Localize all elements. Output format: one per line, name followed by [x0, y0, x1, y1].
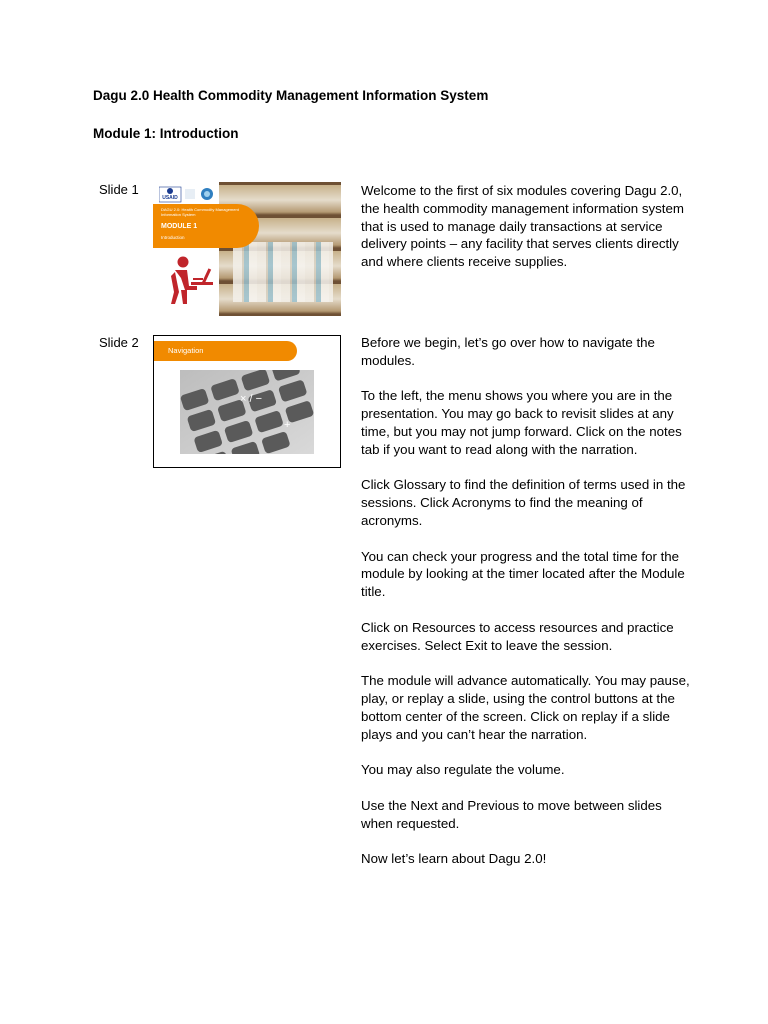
slide-1-subtitle: Introduction	[161, 235, 185, 240]
slide-2-narration	[361, 334, 696, 886]
logos-icon	[159, 186, 215, 204]
narration-paragraph: You may also regulate the volume.	[361, 762, 565, 778]
slide-1-label: Slide 1	[99, 182, 139, 197]
slide-2-thumbnail	[153, 335, 341, 468]
narration-paragraph: Use the Next and Previous to move between slides when requested.	[361, 797, 662, 831]
slide-1-narration	[361, 182, 696, 289]
slide-2-label: Slide 2	[99, 335, 139, 350]
narration-paragraph: Welcome to the first of six modules covering Dagu 2.0, the health commodity management information system that is used to manage daily transactions at service delivery points – any facility that serves clients directly and where clients receive supplies.	[361, 183, 684, 270]
document-title: Dagu 2.0 Health Commodity Management Information System	[93, 88, 489, 103]
narration-paragraph: To the left, the menu shows you where you are in the presentation. You may go back to revisit slides at any time, but you may not jump forward. Click on the notes tab if you want to read along with the narration.	[361, 388, 682, 457]
slide-2-banner-text: Navigation	[168, 346, 204, 355]
narration-paragraph: Before we begin, let’s go over how to navigate the modules.	[361, 335, 655, 368]
narration-paragraph: Click on Resources to access resources and practice exercises. Select Exit to leave the session.	[361, 619, 674, 653]
slide-1-module-title: MODULE 1	[161, 223, 198, 230]
module-heading: Module 1: Introduction	[93, 126, 239, 141]
svg-text:+: +	[284, 419, 291, 431]
narration-paragraph: The module will advance automatically. You may pause, play, or replay a slide, using the control buttons at the bottom center of the screen. Click on replay if a slide plays and you can’t hear the narration.	[361, 673, 690, 742]
calculator-keys-image	[180, 370, 314, 454]
slide-1-thumbnail	[153, 182, 341, 316]
narration-paragraph: Now let’s learn about Dagu 2.0!	[361, 851, 547, 867]
svg-text:× / −: × / −	[240, 393, 263, 405]
slide-1-banner-small: DAGU 2.0: Health Commodity Management Information System	[161, 207, 239, 217]
slide-2-banner	[154, 341, 297, 361]
usaid-logo-text: USAID	[162, 195, 178, 201]
slide-1-banner	[153, 204, 259, 248]
narration-paragraph: Click Glossary to find the definition of terms used in the sessions. Click Acronyms to find the meaning of acronyms.	[361, 477, 686, 528]
person-at-computer-icon	[161, 252, 217, 306]
narration-paragraph: You can check your progress and the total time for the module by looking at the timer located after the Module title.	[361, 548, 685, 600]
medicine-boxes-image	[233, 242, 333, 302]
